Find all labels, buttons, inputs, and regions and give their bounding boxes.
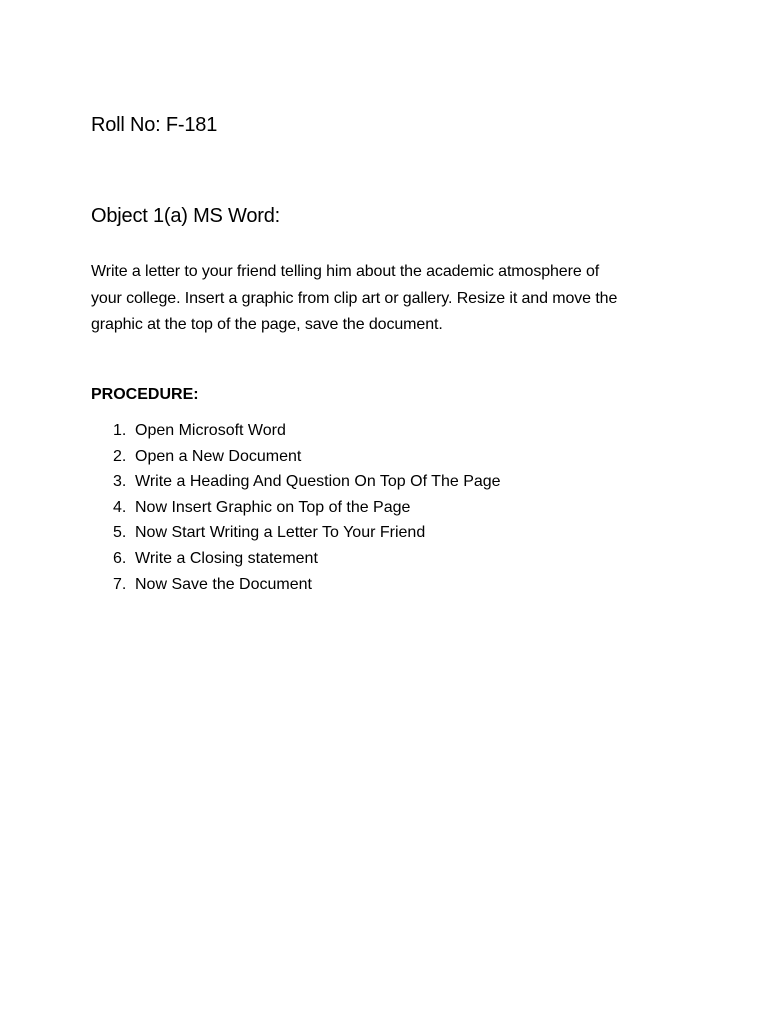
step-text: Write a Heading And Question On Top Of The Page xyxy=(135,473,501,491)
step-text: Open Microsoft Word xyxy=(135,422,286,439)
object-title: Object 1(a) MS Word: xyxy=(91,205,281,227)
step-number: 5. xyxy=(113,524,127,542)
task-description xyxy=(91,259,691,339)
step-number: 3. xyxy=(113,473,127,491)
step-text: Now Insert Graphic on Top of the Page xyxy=(135,498,411,516)
step-number: 2. xyxy=(113,447,127,465)
procedure-heading: PROCEDURE: xyxy=(91,386,199,403)
step-text: Write a Closing statement xyxy=(135,549,318,567)
step-text: Now Start Writing a Letter To Your Friend xyxy=(135,524,426,542)
step-number: 4. xyxy=(113,498,127,516)
step-number: 7. xyxy=(113,575,127,593)
step-text: Now Save the Document xyxy=(135,575,312,593)
step-number: 1. xyxy=(113,422,127,439)
task-line: Write a letter to your friend telling him about the academic atmosphere of xyxy=(91,263,600,280)
step-number: 6. xyxy=(113,549,127,567)
task-line: graphic at the top of the page, save the document. xyxy=(91,316,443,333)
step-text: Open a New Document xyxy=(135,447,302,465)
roll-number: Roll No: F-181 xyxy=(91,114,218,136)
task-line: your college. Insert a graphic from clip art or gallery. Resize it and move the xyxy=(91,289,618,307)
